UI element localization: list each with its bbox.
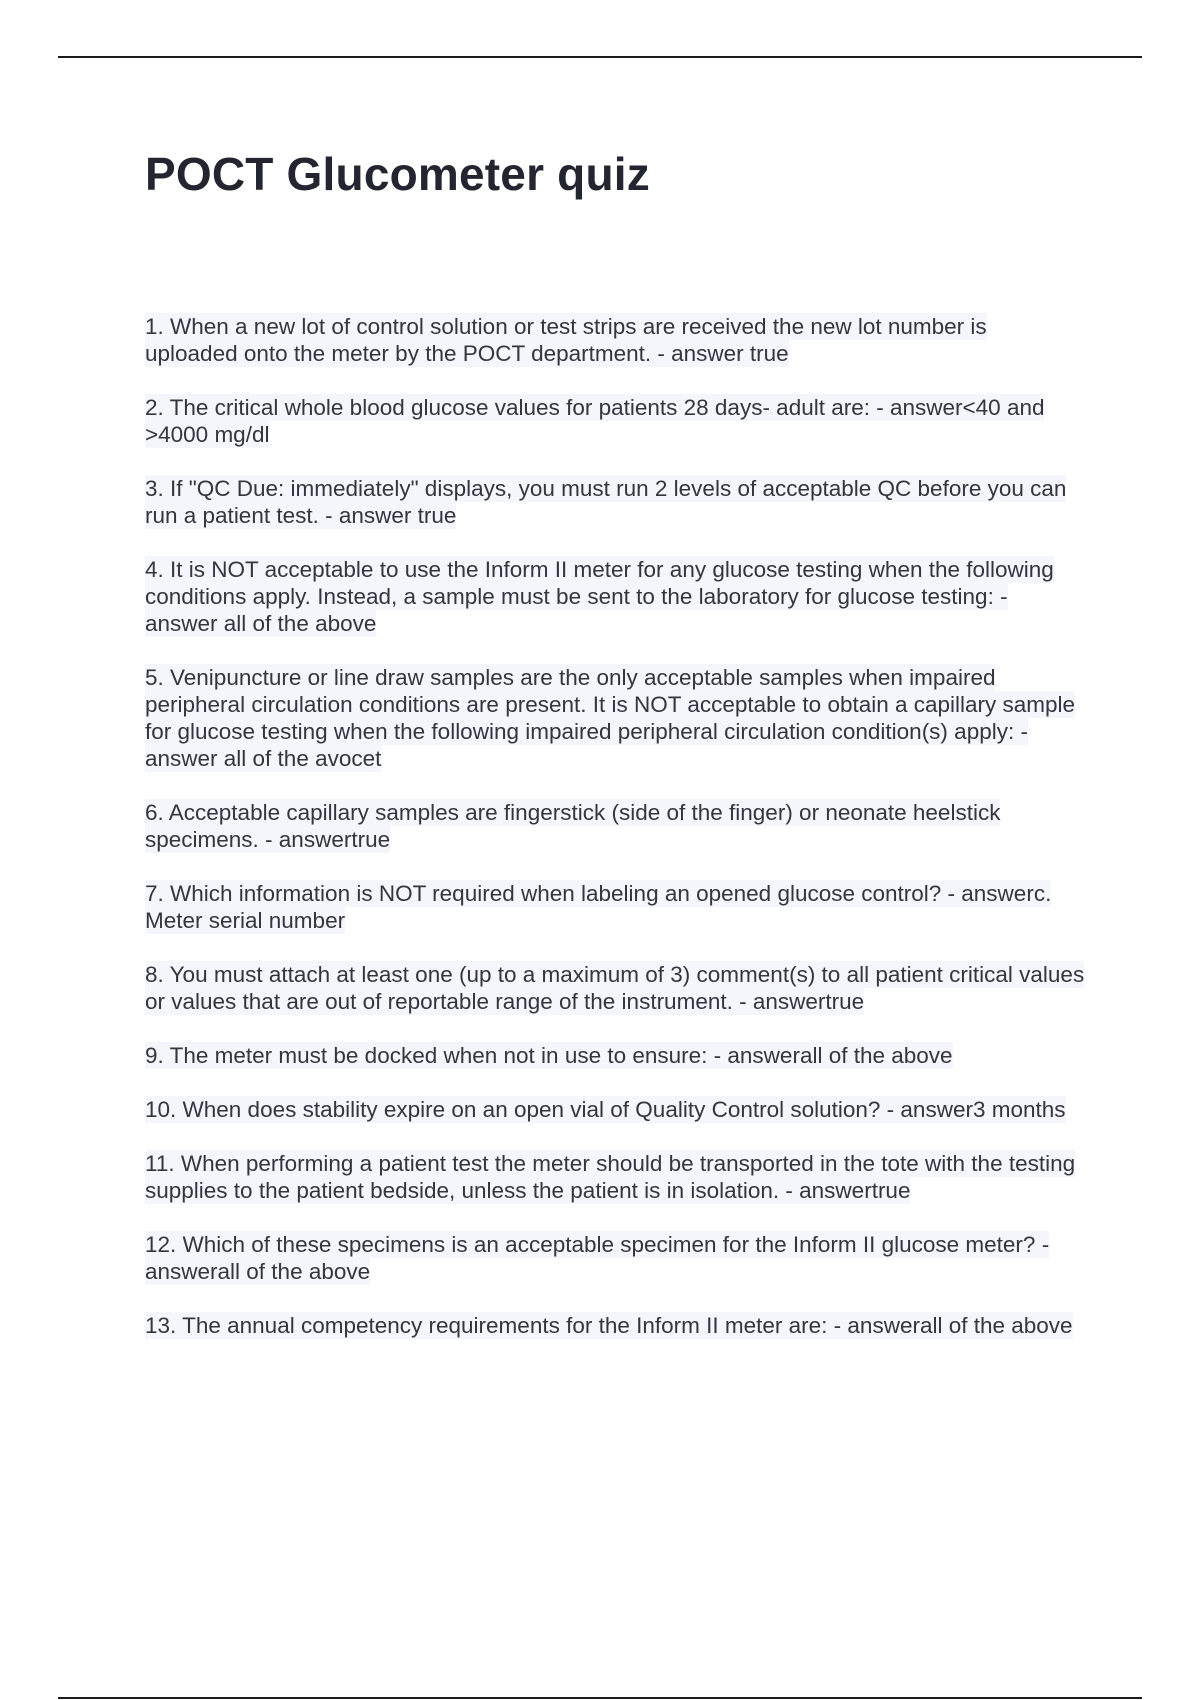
question-text: 12. Which of these specimens is an acceptable specimen for the Inform II glucose meter? - answerall of the above [145, 1232, 1050, 1284]
question-text: 8. You must attach at least one (up to a maximum of 3) comment(s) to all patient critical values or values that are out of reportable range of the instrument. - answertrue [145, 962, 1085, 1014]
question-item-1 [145, 313, 1085, 367]
question-text: 5. Venipuncture or line draw samples are the only acceptable samples when impaired peripheral circulation conditions are present. It is NOT acceptable to obtain a capillary sample for glucose testing when the following impaired peripheral circulation condition(s) apply: - answer all of the avocet [145, 665, 1076, 771]
question-item-12 [145, 1231, 1085, 1285]
question-text: 1. When a new lot of control solution or test strips are received the new lot number is uploaded onto the meter by the POCT department. - answer true [145, 314, 987, 366]
question-item-10 [145, 1096, 1085, 1123]
question-text: 6. Acceptable capillary samples are fingerstick (side of the finger) or neonate heelstick specimens. - answertrue [145, 800, 1001, 852]
question-text: 3. If "QC Due: immediately" displays, you must run 2 levels of acceptable QC before you can run a patient test. - answer true [145, 476, 1067, 528]
question-text: 7. Which information is NOT required when labeling an opened glucose control? - answerc. Meter serial number [145, 881, 1052, 933]
question-text: 4. It is NOT acceptable to use the Inform II meter for any glucose testing when the following conditions apply. Instead, a sample must be sent to the laboratory for glucose testing: - answer all of the above [145, 557, 1054, 636]
question-text: 9. The meter must be docked when not in use to ensure: - answerall of the above [145, 1043, 953, 1068]
question-item-5 [145, 664, 1085, 772]
question-item-9 [145, 1042, 1085, 1069]
question-list [145, 313, 1085, 1366]
question-item-6 [145, 799, 1085, 853]
question-item-11 [145, 1150, 1085, 1204]
question-item-4 [145, 556, 1085, 637]
question-item-8 [145, 961, 1085, 1015]
question-text: 11. When performing a patient test the meter should be transported in the tote with the testing supplies to the patient bedside, unless the patient is in isolation. - answertrue [145, 1151, 1076, 1203]
question-item-13 [145, 1312, 1085, 1339]
bottom-divider [58, 1697, 1142, 1699]
question-text: 10. When does stability expire on an open vial of Quality Control solution? - answer3 months [145, 1097, 1066, 1122]
question-item-3 [145, 475, 1085, 529]
question-text: 2. The critical whole blood glucose values for patients 28 days- adult are: - answer<40 and >4000 mg/dl [145, 395, 1045, 447]
question-item-2 [145, 394, 1085, 448]
question-item-7 [145, 880, 1085, 934]
top-divider [58, 56, 1142, 58]
question-text: 13. The annual competency requirements for the Inform II meter are: - answerall of the above [145, 1313, 1073, 1338]
page-title: POCT Glucometer quiz [145, 148, 650, 200]
